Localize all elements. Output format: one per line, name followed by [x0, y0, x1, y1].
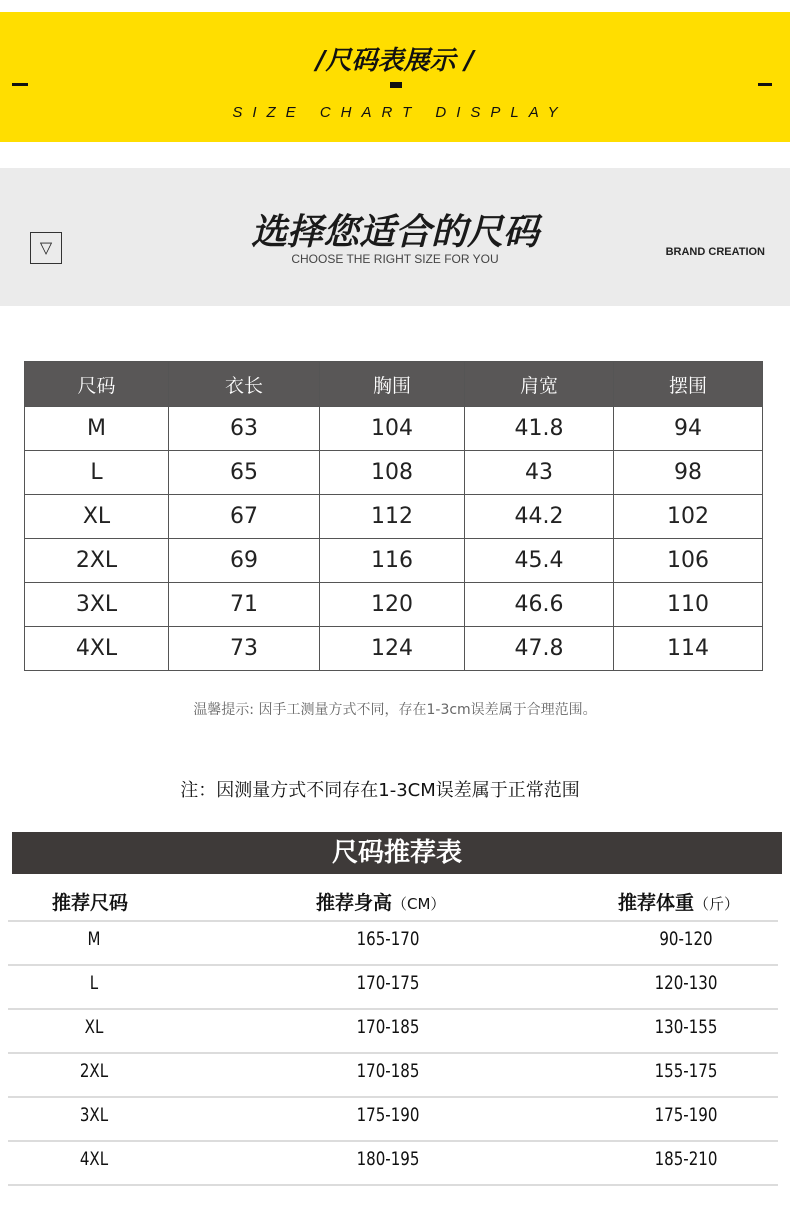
rec-cell-size: L — [89, 972, 99, 994]
cell-chest: 120 — [320, 583, 465, 627]
recommend-row — [8, 1054, 778, 1090]
cell-length: 63 — [169, 407, 320, 451]
banner-dash-left — [12, 83, 28, 86]
size-table-header-row — [25, 362, 763, 407]
cell-hem: 98 — [614, 451, 763, 495]
cell-length: 67 — [169, 495, 320, 539]
cell-shoulder: 47.8 — [465, 627, 614, 671]
size-table-row — [25, 583, 763, 627]
recommend-title: 尺码推荐表 — [12, 832, 782, 874]
col-weight-unit: （斤） — [694, 895, 740, 913]
size-table-row — [25, 539, 763, 583]
rec-cell-size: 3XL — [79, 1104, 109, 1126]
cell-shoulder: 43 — [465, 451, 614, 495]
cell-shoulder: 44.2 — [465, 495, 614, 539]
cell-chest: 124 — [320, 627, 465, 671]
cell-length: 71 — [169, 583, 320, 627]
rec-cell-height: 170-185 — [356, 1060, 420, 1082]
cell-hem: 94 — [614, 407, 763, 451]
rec-cell-height: 180-195 — [356, 1148, 420, 1170]
rec-cell-size: XL — [84, 1016, 104, 1038]
recommend-row — [8, 1010, 778, 1046]
measurement-tip: 温馨提示: 因手工测量方式不同，存在1-3cm误差属于合理范围。 — [193, 702, 597, 718]
recommend-row — [8, 1142, 778, 1178]
header-hem: 摆围 — [614, 362, 763, 407]
rec-cell-weight: 155-175 — [654, 1060, 718, 1082]
recommend-row — [8, 966, 778, 1002]
cell-shoulder: 41.8 — [465, 407, 614, 451]
cell-chest: 108 — [320, 451, 465, 495]
col-height-unit: （CM） — [392, 895, 446, 913]
cell-chest: 112 — [320, 495, 465, 539]
cell-size: 3XL — [25, 583, 169, 627]
cell-shoulder: 46.6 — [465, 583, 614, 627]
size-table-row — [25, 407, 763, 451]
size-table-row — [25, 495, 763, 539]
rec-cell-weight: 175-190 — [654, 1104, 718, 1126]
size-table — [24, 361, 763, 671]
cell-shoulder: 45.4 — [465, 539, 614, 583]
cell-size: L — [25, 451, 169, 495]
col-recommend-height — [316, 888, 445, 915]
recommend-row — [8, 1098, 778, 1134]
cell-length: 65 — [169, 451, 320, 495]
brand-label: BRAND CREATION — [665, 246, 765, 258]
cell-hem: 102 — [614, 495, 763, 539]
rec-cell-height: 175-190 — [356, 1104, 420, 1126]
rec-cell-size: 2XL — [79, 1060, 109, 1082]
rec-cell-height: 170-185 — [356, 1016, 420, 1038]
col-recommend-weight — [618, 888, 739, 915]
banner-dash-center — [390, 82, 402, 88]
banner-dash-right — [758, 83, 772, 86]
cell-hem: 106 — [614, 539, 763, 583]
col-recommend-size: 推荐尺码 — [52, 892, 129, 914]
col-height-label: 推荐身高 — [316, 892, 393, 914]
rec-cell-weight: 185-210 — [654, 1148, 718, 1170]
rec-cell-height: 170-175 — [356, 972, 420, 994]
header-chest: 胸围 — [320, 362, 465, 407]
cell-size: 2XL — [25, 539, 169, 583]
cell-chest: 104 — [320, 407, 465, 451]
size-chart-banner — [0, 12, 790, 142]
header-size: 尺码 — [25, 362, 169, 407]
measurement-note: 注：因测量方式不同存在1-3CM误差属于正常范围 — [180, 780, 580, 801]
cell-size: M — [25, 407, 169, 451]
choose-subtitle: CHOOSE THE RIGHT SIZE FOR YOU — [291, 252, 499, 266]
cell-size: XL — [25, 495, 169, 539]
recommend-divider — [8, 1184, 778, 1186]
recommend-row — [8, 922, 778, 958]
choose-size-header — [0, 168, 790, 306]
header-shoulder: 肩宽 — [465, 362, 614, 407]
header-length: 衣长 — [169, 362, 320, 407]
recommend-columns — [8, 888, 778, 922]
cell-chest: 116 — [320, 539, 465, 583]
cell-hem: 110 — [614, 583, 763, 627]
rec-cell-height: 165-170 — [356, 928, 420, 950]
banner-title: /尺码表展示 / — [315, 46, 475, 76]
rec-cell-size: M — [87, 928, 101, 950]
size-table-row — [25, 627, 763, 671]
banner-subtitle: SIZE CHART DISPLAY — [232, 104, 568, 121]
rec-cell-weight: 120-130 — [654, 972, 718, 994]
rec-cell-weight: 90-120 — [659, 928, 713, 950]
cell-length: 73 — [169, 627, 320, 671]
cell-size: 4XL — [25, 627, 169, 671]
col-weight-label: 推荐体重 — [618, 892, 695, 914]
rec-cell-size: 4XL — [79, 1148, 109, 1170]
size-table-row — [25, 451, 763, 495]
rec-cell-weight: 130-155 — [654, 1016, 718, 1038]
cell-length: 69 — [169, 539, 320, 583]
triangle-down-icon: ▽ — [30, 232, 62, 264]
choose-title: 选择您适合的尺码 — [250, 212, 539, 253]
cell-hem: 114 — [614, 627, 763, 671]
